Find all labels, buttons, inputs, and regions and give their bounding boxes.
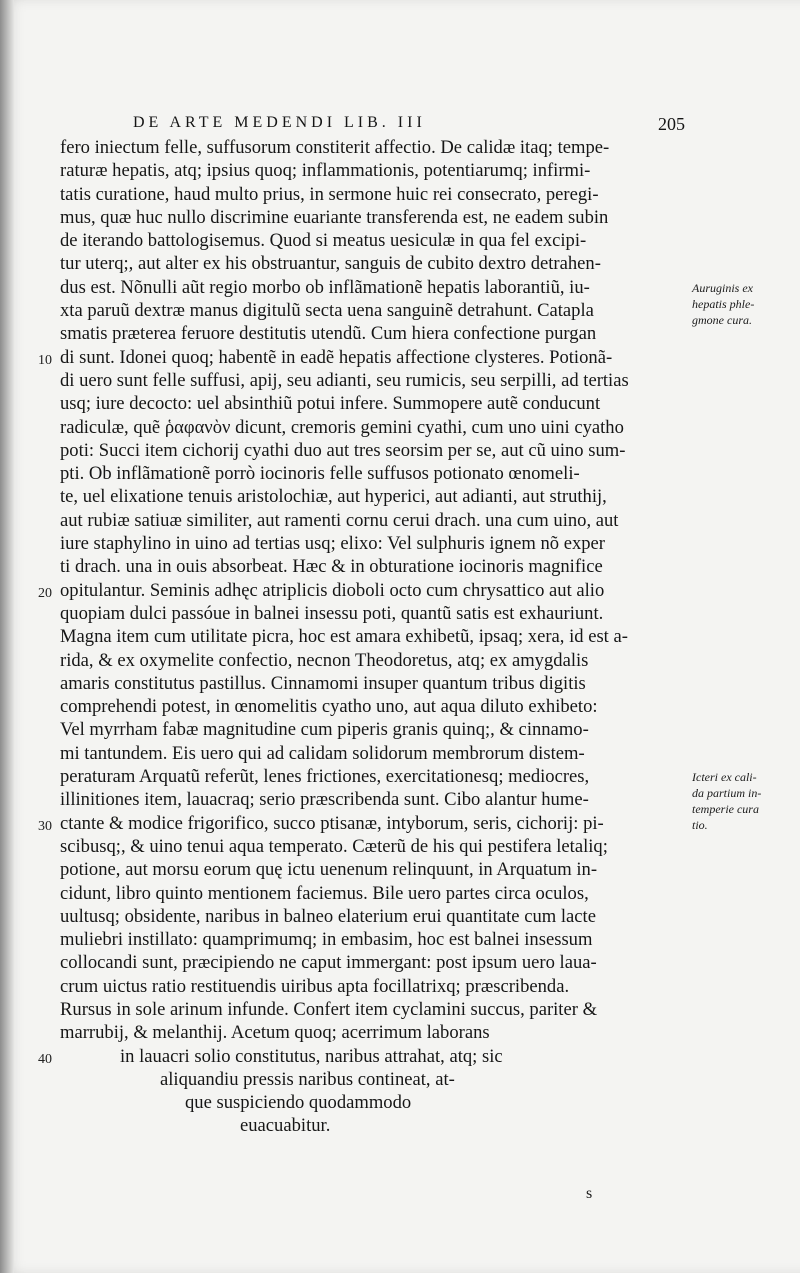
line-text: collocandi sunt, præcipiendo ne caput immergant: post ipsum uero laua- bbox=[60, 952, 597, 974]
line-text: raturæ hepatis, atq; ipsius quoq; inflammationis, potentiarumq; infirmi- bbox=[60, 160, 591, 182]
text-line bbox=[60, 299, 700, 322]
text-line bbox=[60, 975, 700, 998]
binding-gutter bbox=[0, 0, 14, 1273]
text-line bbox=[60, 858, 700, 881]
marginal-note-line: da partium in- bbox=[692, 786, 762, 801]
line-text: Vel myrrham fabæ magnitudine cum piperis granis quinq;, & cinnamo- bbox=[60, 719, 589, 741]
line-text: in lauacri solio constitutus, naribus attrahat, atq; sic bbox=[120, 1045, 503, 1067]
line-text: crum uictus ratio restituendis uiribus apta focillatrixq; præscribenda. bbox=[60, 975, 570, 997]
line-text: pti. Ob inflãmationẽ porrò iocinoris felle suffusos potionato œnomeli- bbox=[60, 463, 580, 485]
line-text: Rursus in sole arinum infunde. Confert item cyclamini succus, pariter & bbox=[60, 998, 598, 1020]
line-text: smatis præterea feruore destitutis utendũ. Cum hiera confectione purgan bbox=[60, 323, 597, 345]
line-text: dus est. Nõnulli aũt regio morbo ob inflãmationẽ hepatis laborantiũ, iu- bbox=[60, 276, 590, 298]
text-line bbox=[60, 439, 700, 462]
marginal-note bbox=[692, 280, 792, 328]
text-line bbox=[60, 625, 700, 648]
text-line bbox=[60, 392, 700, 415]
line-text: amaris constitutus pastillus. Cinnamomi insuper quantum tribus digitis bbox=[60, 672, 586, 694]
marginal-note-line: tio. bbox=[692, 818, 708, 833]
running-title: DE ARTE MEDENDI LIB. III bbox=[133, 114, 426, 131]
line-text: tur uterq;, aut alter ex his obstruantur, sanguis de cubito dextro detrahen- bbox=[60, 253, 601, 275]
page-number: 205 bbox=[658, 114, 685, 134]
line-text: ti drach. una in ouis absorbeat. Hæc & in obturatione iocinoris magnifice bbox=[60, 556, 603, 578]
line-text: te, uel elixatione tenuis aristolochiæ, aut hyperici, aut adianti, aut struthij, bbox=[60, 486, 607, 508]
line-number: 30 bbox=[38, 818, 52, 834]
line-text: ctante & modice frigorifico, succo ptisanæ, intyborum, seris, cichorij: pi- bbox=[60, 812, 604, 834]
text-line bbox=[60, 369, 700, 392]
text-line bbox=[60, 462, 700, 485]
marginal-note-line: hepatis phle- bbox=[692, 296, 755, 311]
text-line bbox=[60, 136, 700, 159]
marginal-note-line: gmone cura. bbox=[692, 312, 752, 327]
running-header bbox=[133, 114, 685, 135]
line-text: usq; iure decocto: uel absinthiũ potui infere. Summopere autẽ conducunt bbox=[60, 393, 601, 415]
line-text: uultusq; obsidente, naribus in balneo elaterium erui quantitate cum lacte bbox=[60, 905, 596, 927]
line-text: que suspiciendo quodammodo bbox=[185, 1092, 412, 1114]
text-line bbox=[60, 229, 700, 252]
text-line bbox=[60, 742, 700, 765]
text-line bbox=[60, 835, 700, 858]
line-text: di sunt. Idonei quoq; habentẽ in eadẽ hepatis affectione clysteres. Potionã- bbox=[60, 346, 613, 368]
text-line bbox=[60, 183, 700, 206]
text-line bbox=[60, 206, 700, 229]
text-line bbox=[60, 905, 700, 928]
text-line bbox=[60, 1114, 700, 1137]
text-line bbox=[60, 998, 700, 1021]
line-text: di uero sunt felle suffusi, apij, seu adianti, seu rumicis, seu serpilli, ad tertias bbox=[60, 369, 629, 391]
line-text: Magna item cum utilitate picra, hoc est amara exhibetũ, ipsaq; xera, id est a- bbox=[60, 626, 628, 648]
text-line bbox=[60, 788, 700, 811]
text-line bbox=[60, 1068, 700, 1091]
line-text: opitulantur. Seminis adhęc atriplicis dioboli octo cum chrysattico aut alio bbox=[60, 579, 605, 601]
line-text: illinitiones item, lauacraq; serio præscribenda sunt. Cibo alantur hume- bbox=[60, 789, 589, 811]
signature-mark: s bbox=[586, 1185, 593, 1202]
line-text: aliquandiu pressis naribus contineat, at- bbox=[160, 1068, 455, 1090]
text-line bbox=[60, 416, 700, 439]
text-line bbox=[60, 555, 700, 578]
line-text: mi tantundem. Eis uero qui ad calidam solidorum membrorum distem- bbox=[60, 742, 585, 764]
line-text: rida, & ex oxymelite confectio, necnon Theodoretus, atq; ex amygdalis bbox=[60, 649, 589, 671]
line-text: de iterando battologisemus. Quod si meatus uesiculæ in qua fel excipi- bbox=[60, 230, 587, 252]
text-line bbox=[60, 928, 700, 951]
marginal-note-line: Auruginis ex bbox=[692, 280, 753, 295]
marginal-note-line: Icteri ex cali- bbox=[692, 770, 757, 785]
text-line bbox=[60, 252, 700, 275]
line-text: poti: Succi item cichorij cyathi duo aut tres seorsim per se, aut cũ uino sum- bbox=[60, 439, 626, 461]
text-line bbox=[38, 1045, 700, 1068]
text-line bbox=[60, 718, 700, 741]
line-text: muliebri instillato: quamprimumq; in embasim, hoc est balnei insessum bbox=[60, 929, 593, 951]
line-text: marrubij, & melanthij. Acetum quoq; acerrimum laborans bbox=[60, 1022, 490, 1044]
line-text: cidunt, libro quinto mentionem faciemus. Bile uero partes circa oculos, bbox=[60, 882, 589, 904]
line-text: tatis curatione, haud multo prius, in sermone huic rei consecrato, peregi- bbox=[60, 183, 599, 205]
line-number: 10 bbox=[38, 352, 52, 368]
text-line bbox=[60, 951, 700, 974]
text-line bbox=[60, 882, 700, 905]
text-line bbox=[60, 509, 700, 532]
line-text: xta paruũ dextræ manus digitulũ secta uena sanguinẽ detrahunt. Catapla bbox=[60, 300, 594, 322]
text-line bbox=[60, 765, 700, 788]
text-line bbox=[38, 579, 700, 602]
line-text: potione, aut morsu eorum quę ictu uenenum relinquunt, in Arquatum in- bbox=[60, 859, 598, 881]
body-text bbox=[38, 136, 700, 1138]
text-line bbox=[60, 1091, 700, 1114]
marginal-note-line: temperie cura bbox=[692, 802, 759, 817]
text-line bbox=[38, 346, 700, 369]
line-text: aut rubiæ satiuæ similiter, aut ramenti cornu cerui drach. una cum uino, aut bbox=[60, 509, 619, 531]
line-text: fero iniectum felle, suffusorum constiterit affectio. De calidæ itaq; tempe- bbox=[60, 137, 610, 158]
text-line bbox=[60, 1021, 700, 1044]
marginal-note bbox=[692, 769, 792, 833]
text-line bbox=[38, 812, 700, 835]
line-text: mus, quæ huc nullo discrimine euariante transferenda est, ne eadem subin bbox=[60, 206, 609, 228]
line-number: 20 bbox=[38, 585, 52, 601]
line-text: comprehendi potest, in œnomelitis cyatho uno, aut aqua diluto exhibeto: bbox=[60, 696, 598, 718]
text-line bbox=[60, 695, 700, 718]
text-line bbox=[60, 602, 700, 625]
line-text: euacuabitur. bbox=[240, 1115, 331, 1137]
line-text: radiculæ, quẽ ῥαφανὸν dicunt, cremoris gemini cyathi, cum uno uini cyatho bbox=[60, 416, 624, 438]
text-line bbox=[60, 672, 700, 695]
text-line bbox=[60, 649, 700, 672]
line-text: quopiam dulci passóue in balnei insessu poti, quantũ satis est exhauriunt. bbox=[60, 602, 604, 624]
text-line bbox=[60, 532, 700, 555]
line-number: 40 bbox=[38, 1051, 52, 1067]
line-text: peraturam Arquatũ referũt, lenes frictiones, exercitationesq; mediocres, bbox=[60, 766, 590, 788]
line-text: scibusq;, & uino tenui aqua temperato. Cæterũ de his qui pestifera letaliq; bbox=[60, 835, 608, 857]
text-line bbox=[60, 159, 700, 182]
text-line bbox=[60, 485, 700, 508]
line-text: iure staphylino in uino ad tertias usq; elixo: Vel sulphuris ignem nõ exper bbox=[60, 533, 605, 555]
text-line bbox=[60, 276, 700, 299]
text-line bbox=[60, 322, 700, 345]
